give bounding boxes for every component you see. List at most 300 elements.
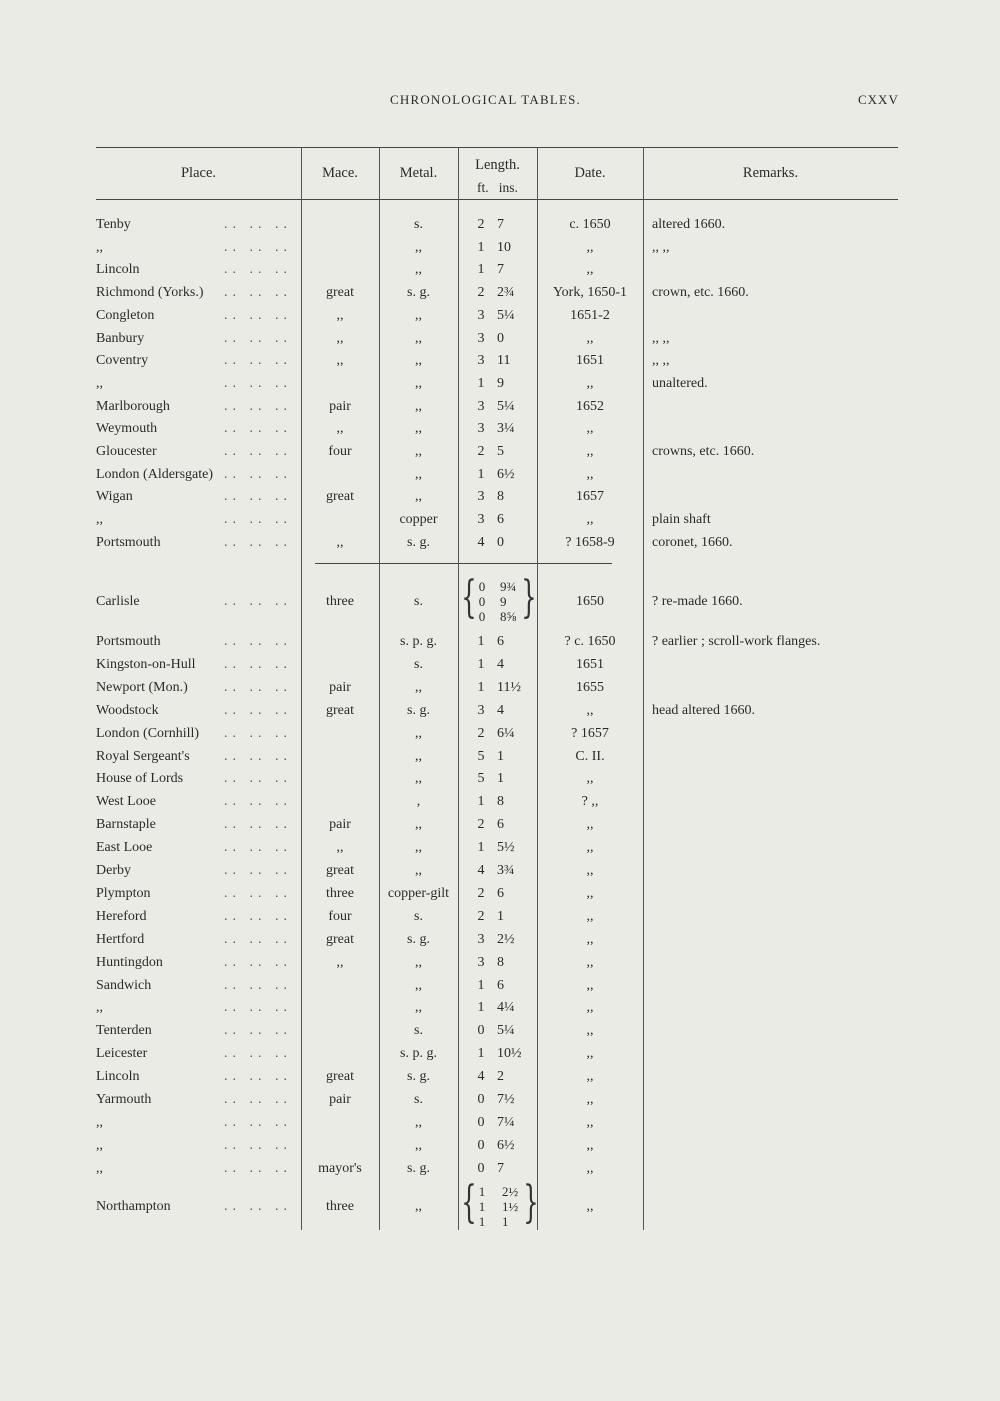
header-date: Date. xyxy=(574,165,606,181)
remarks-cell: unaltered. xyxy=(652,375,708,391)
length-ft-cell: 3 xyxy=(477,307,485,323)
metal-cell: s. g. xyxy=(407,1160,430,1176)
date-cell: ,, xyxy=(586,702,594,718)
leader-dots: .. .. .. xyxy=(223,466,292,482)
place-cell: Wigan xyxy=(96,489,133,505)
date-cell: 1650 xyxy=(576,594,604,609)
header-mace: Mace. xyxy=(322,165,358,181)
place-cell: Congleton xyxy=(96,307,155,323)
date-cell: ,, xyxy=(586,840,594,856)
mace-cell: great xyxy=(326,702,354,718)
length-ins-cell: 1 xyxy=(497,748,504,764)
date-cell: ,, xyxy=(586,1000,594,1016)
length-ft-cell: 2 xyxy=(477,217,485,232)
mace-cell: three xyxy=(326,885,354,901)
date-cell: ,, xyxy=(586,1023,594,1039)
length-ft-cell: 3 xyxy=(477,421,485,437)
length-ins-cell: 6 xyxy=(497,817,504,833)
mace-cell: great xyxy=(326,863,354,878)
length-ins-cell: 6 xyxy=(497,512,504,528)
metal-cell: s. g. xyxy=(407,285,430,301)
metal-cell: s. xyxy=(414,217,423,232)
remarks-cell: ? earlier ; scroll-work flanges. xyxy=(652,634,821,649)
length-ft-cell: 0 xyxy=(477,1023,485,1039)
length-ft-cell: 3 xyxy=(477,398,485,414)
length-ins-cell: 10 xyxy=(497,239,511,255)
leader-dots: .. .. .. xyxy=(224,794,292,810)
place-cell: London (Cornhill) xyxy=(96,725,200,741)
date-cell: ,, xyxy=(586,1199,594,1214)
leader-dots: .. .. .. xyxy=(224,1023,292,1039)
page-number: CXXV xyxy=(858,92,899,107)
length-ft-cell: 3 xyxy=(477,954,485,970)
leader-dots: .. .. .. xyxy=(224,1092,292,1107)
place-cell: Gloucester xyxy=(96,444,157,459)
length-ft-cell: 0 xyxy=(477,1092,485,1107)
mace-cell: ,, xyxy=(336,353,344,369)
date-cell: 1657 xyxy=(576,489,604,505)
metal-cell: ,, xyxy=(415,725,422,741)
length-ins-cell: 1 xyxy=(502,1214,509,1229)
date-cell: ? 1657 xyxy=(571,725,609,741)
length-ins-cell: 1 xyxy=(497,908,504,924)
length-ins-cell: 0 xyxy=(497,534,504,550)
mace-cell: ,, xyxy=(336,330,344,346)
length-ft-cell: 3 xyxy=(477,489,485,505)
left-brace: { xyxy=(461,572,477,623)
place-cell: Marlborough xyxy=(96,398,170,414)
metal-cell: ,, xyxy=(415,262,422,278)
date-cell: 1655 xyxy=(576,679,604,695)
length-ins-cell: 1½ xyxy=(502,1199,519,1214)
length-ins-cell: 9 xyxy=(500,594,507,609)
mace-cell: great xyxy=(326,285,354,301)
length-ft-cell: 3 xyxy=(477,702,485,718)
date-cell: 1651 xyxy=(576,353,604,369)
leader-dots: .. .. .. xyxy=(224,954,292,970)
metal-cell: ,, xyxy=(415,307,422,323)
date-cell: ,, xyxy=(586,1114,594,1130)
length-ft-cell: 3 xyxy=(477,330,485,346)
length-ins-cell: 7¼ xyxy=(497,1114,515,1130)
length-ft-cell: 0 xyxy=(478,594,486,609)
length-ins-cell: 8 xyxy=(497,954,504,970)
metal-cell: ,, xyxy=(415,330,422,346)
metal-cell: ,, xyxy=(415,421,422,437)
date-cell: ,, xyxy=(586,1046,594,1062)
date-cell: ? c. 1650 xyxy=(564,634,616,649)
date-cell: ,, xyxy=(586,466,594,482)
leader-dots: .. .. .. xyxy=(224,330,292,346)
date-cell: ,, xyxy=(586,1069,594,1085)
metal-cell: ,, xyxy=(415,1137,422,1153)
remarks-cell: head altered 1660. xyxy=(652,702,756,718)
place-cell: Woodstock xyxy=(96,702,159,718)
length-ins-cell: 6¼ xyxy=(497,725,515,741)
section-divider-rule xyxy=(315,563,612,564)
place-cell: Plympton xyxy=(96,885,151,901)
place-cell: ,, xyxy=(96,1000,103,1016)
length-ft-cell: 0 xyxy=(477,1160,485,1176)
length-ft-cell: 1 xyxy=(477,656,485,672)
mace-cell: pair xyxy=(329,1092,351,1107)
leader-dots: .. .. .. xyxy=(224,1137,292,1153)
leader-dots: .. .. .. xyxy=(224,512,292,528)
length-ins-cell: 4 xyxy=(497,702,504,718)
length-ins-cell: 9 xyxy=(497,375,504,391)
length-ins-cell: 3¼ xyxy=(497,421,515,437)
leader-dots: .. .. .. xyxy=(223,725,292,741)
metal-cell: copper-gilt xyxy=(387,885,450,901)
place-cell: Derby xyxy=(96,863,131,878)
length-ft-cell: 3 xyxy=(477,512,485,528)
metal-cell: s. g. xyxy=(407,702,430,718)
place-cell: Northampton xyxy=(96,1199,171,1214)
metal-cell: ,, xyxy=(415,239,422,255)
place-cell: Yarmouth xyxy=(96,1092,152,1107)
length-ft-cell: 0 xyxy=(477,1137,485,1153)
date-cell: York, 1650-1 xyxy=(552,285,628,301)
metal-cell: , xyxy=(416,794,421,810)
length-ins-cell: 8⅝ xyxy=(500,609,517,624)
length-ft-cell: 1 xyxy=(477,634,485,649)
metal-cell: copper xyxy=(399,512,438,528)
place-cell: ,, xyxy=(96,1114,103,1130)
column-rule-5 xyxy=(643,147,644,1230)
place-cell: Portsmouth xyxy=(96,534,161,550)
date-cell: ,, xyxy=(586,444,594,459)
mace-cell: pair xyxy=(329,817,351,833)
length-ins-cell: 0 xyxy=(497,330,504,346)
length-ft-cell: 1 xyxy=(478,1214,486,1229)
length-ft-cell: 0 xyxy=(477,1114,485,1130)
length-ins-cell: 9¾ xyxy=(500,579,517,594)
date-cell: ,, xyxy=(586,885,594,901)
mace-cell: pair xyxy=(329,398,351,414)
leader-dots: .. .. .. xyxy=(224,444,292,459)
date-cell: ,, xyxy=(586,375,594,391)
mace-cell: three xyxy=(326,594,354,609)
length-ins-cell: 11½ xyxy=(497,679,521,695)
date-cell: ,, xyxy=(586,512,594,528)
place-cell: Lincoln xyxy=(96,1069,140,1085)
leader-dots: .. .. .. xyxy=(224,885,292,901)
place-cell: Portsmouth xyxy=(96,634,161,649)
length-ins-cell: 8 xyxy=(497,489,504,505)
place-cell: Richmond (Yorks.) xyxy=(96,285,204,301)
metal-cell: ,, xyxy=(415,954,422,970)
metal-cell: ,, xyxy=(415,489,422,505)
mace-cell: four xyxy=(328,908,352,924)
place-cell: Hertford xyxy=(96,931,145,947)
leader-dots: .. .. .. xyxy=(224,1160,292,1176)
remarks-cell: plain shaft xyxy=(652,512,711,528)
length-ft-cell: 4 xyxy=(477,534,485,550)
length-ins-cell: 6 xyxy=(497,634,504,649)
leader-dots: .. .. .. xyxy=(224,353,292,369)
leader-dots: .. .. .. xyxy=(224,702,292,718)
date-cell: C. II. xyxy=(575,748,605,764)
leader-dots: .. .. .. xyxy=(223,679,292,695)
remarks-cell: ,, ,, xyxy=(652,239,670,255)
running-title: CHRONOLOGICAL TABLES. xyxy=(390,92,581,107)
place-cell: ,, xyxy=(96,375,103,391)
mace-cell: ,, xyxy=(336,307,344,323)
leader-dots: .. .. .. xyxy=(224,634,292,649)
leader-dots: .. .. .. xyxy=(224,1046,292,1062)
leader-dots: .. .. .. xyxy=(224,307,292,323)
metal-cell: ,, xyxy=(415,444,422,459)
length-ft-cell: 3 xyxy=(477,353,485,369)
remarks-cell: ,, ,, xyxy=(652,330,670,346)
length-ins-cell: 1 xyxy=(497,771,504,787)
leader-dots: .. .. .. xyxy=(224,239,292,255)
leader-dots: .. .. .. xyxy=(224,1199,292,1214)
place-cell: London (Aldersgate) xyxy=(96,466,214,482)
place-cell: Newport (Mon.) xyxy=(96,679,188,695)
header-remarks: Remarks. xyxy=(742,165,799,181)
leader-dots: .. .. .. xyxy=(224,1069,292,1085)
right-brace: } xyxy=(523,1177,539,1228)
remarks-cell: altered 1660. xyxy=(652,217,726,232)
length-ins-cell: 7 xyxy=(497,262,504,278)
length-ft-cell: 1 xyxy=(477,840,485,856)
length-ft-cell: 1 xyxy=(477,375,485,391)
length-ins-cell: 7 xyxy=(497,217,504,232)
leader-dots: .. .. .. xyxy=(224,534,292,550)
mace-cell: ,, xyxy=(336,954,344,970)
length-ft-cell: 1 xyxy=(478,1184,486,1199)
leader-dots: .. .. .. xyxy=(224,1000,292,1016)
length-ft-cell: 0 xyxy=(478,579,486,594)
length-ins-cell: 6 xyxy=(497,977,504,993)
metal-cell: ,, xyxy=(415,817,422,833)
place-cell: West Looe xyxy=(96,794,156,810)
leader-dots: .. .. .. xyxy=(224,217,292,232)
length-ins-cell: 5¼ xyxy=(497,307,515,323)
metal-cell: s. xyxy=(414,908,423,924)
length-ft-cell: 1 xyxy=(477,262,485,278)
metal-cell: s. xyxy=(414,1023,423,1039)
remarks-cell: ,, ,, xyxy=(652,353,670,369)
length-ins-cell: 2½ xyxy=(502,1184,519,1199)
remarks-cell: crown, etc. 1660. xyxy=(652,285,749,301)
length-ins-cell: 4 xyxy=(497,656,504,672)
length-ins-cell: 5¼ xyxy=(497,398,515,414)
date-cell: ? ,, xyxy=(581,794,599,810)
length-ft-cell: 1 xyxy=(477,794,485,810)
place-cell: Lincoln xyxy=(96,262,140,278)
leader-dots: .. .. .. xyxy=(224,817,292,833)
remarks-cell: crowns, etc. 1660. xyxy=(652,444,755,459)
length-ft-cell: 3 xyxy=(477,931,485,947)
metal-cell: ,, xyxy=(415,1199,422,1214)
place-cell: Huntingdon xyxy=(96,954,163,970)
leader-dots: .. .. .. xyxy=(224,931,292,947)
leader-dots: .. .. .. xyxy=(224,398,292,414)
date-cell: ,, xyxy=(586,817,594,833)
metal-cell: ,, xyxy=(415,771,422,787)
length-ft-cell: 4 xyxy=(477,1069,485,1085)
length-ft-cell: 2 xyxy=(477,817,485,833)
length-ft-cell: 1 xyxy=(477,466,485,482)
length-ins-cell: 8 xyxy=(497,794,504,810)
date-cell: ,, xyxy=(586,1137,594,1153)
place-cell: ,, xyxy=(96,239,103,255)
metal-cell: ,, xyxy=(415,840,422,856)
metal-cell: ,, xyxy=(415,863,422,878)
date-cell: ,, xyxy=(586,1092,594,1107)
mace-cell: four xyxy=(328,444,352,459)
date-cell: ,, xyxy=(586,908,594,924)
metal-cell: ,, xyxy=(415,353,422,369)
metal-cell: s. xyxy=(414,656,423,672)
date-cell: ,, xyxy=(586,977,594,993)
length-ins-cell: 7 xyxy=(497,1160,504,1176)
place-cell: Banbury xyxy=(96,330,145,346)
length-ft-cell: 2 xyxy=(477,444,485,459)
metal-cell: ,, xyxy=(415,977,422,993)
remarks-cell: ? re-made 1660. xyxy=(652,594,743,609)
leader-dots: .. .. .. xyxy=(224,1114,292,1130)
length-ft-cell: 2 xyxy=(477,285,485,301)
leader-dots: .. .. .. xyxy=(224,421,292,437)
header-place: Place. xyxy=(180,165,217,181)
place-cell: Hereford xyxy=(96,908,147,924)
mace-cell: great xyxy=(326,489,354,505)
metal-cell: ,, xyxy=(415,748,422,764)
metal-cell: s. p. g. xyxy=(400,1046,437,1062)
length-ft-cell: 1 xyxy=(477,1046,485,1062)
date-cell: c. 1650 xyxy=(569,217,611,232)
length-ins-cell: 6½ xyxy=(497,1137,515,1153)
length-ins-cell: 5¼ xyxy=(497,1023,515,1039)
length-ft-cell: 0 xyxy=(478,609,486,624)
mace-cell: three xyxy=(326,1199,354,1214)
leader-dots: .. .. .. xyxy=(224,977,292,993)
mace-cell: ,, xyxy=(336,534,344,550)
header-length: Length. xyxy=(475,157,520,173)
mace-cell: ,, xyxy=(336,421,344,437)
mace-cell: great xyxy=(326,1069,354,1085)
length-ins-cell: 10½ xyxy=(497,1046,522,1062)
length-ins-cell: 2¾ xyxy=(497,285,515,301)
date-cell: ,, xyxy=(586,262,594,278)
place-cell: East Looe xyxy=(96,840,153,856)
length-ins-cell: 6½ xyxy=(497,466,515,482)
length-ft-cell: 1 xyxy=(477,679,485,695)
header-metal: Metal. xyxy=(399,165,438,181)
date-cell: ,, xyxy=(586,239,594,255)
leader-dots: .. .. .. xyxy=(223,285,292,301)
place-cell: Tenby xyxy=(96,217,131,232)
place-cell: Coventry xyxy=(96,353,149,369)
place-cell: ,, xyxy=(96,512,103,528)
metal-cell: s. p. g. xyxy=(400,634,437,649)
place-cell: Barnstaple xyxy=(96,817,156,833)
length-ins-cell: 11 xyxy=(497,353,511,369)
date-cell: ,, xyxy=(586,863,594,878)
left-brace: { xyxy=(461,1177,477,1228)
length-ins-cell: 5 xyxy=(497,444,504,459)
length-ins-cell: 2 xyxy=(497,1069,504,1085)
place-cell: Carlisle xyxy=(96,594,140,609)
length-ft-cell: 5 xyxy=(477,748,485,764)
length-ft-cell: 1 xyxy=(477,977,485,993)
leader-dots: .. .. .. xyxy=(223,656,292,672)
leader-dots: .. .. .. xyxy=(224,908,292,924)
metal-cell: s. g. xyxy=(407,534,430,550)
leader-dots: .. .. .. xyxy=(223,748,292,764)
length-ft-cell: 5 xyxy=(477,771,485,787)
length-ft-cell: 1 xyxy=(478,1199,486,1214)
mace-cell: ,, xyxy=(336,840,344,856)
right-brace: } xyxy=(521,572,537,623)
date-cell: ,, xyxy=(586,954,594,970)
length-ft-cell: 1 xyxy=(477,239,485,255)
remarks-cell: coronet, 1660. xyxy=(652,534,733,550)
date-cell: ? 1658-9 xyxy=(565,534,615,550)
length-ft-cell: 1 xyxy=(477,1000,485,1016)
date-cell: ,, xyxy=(586,1160,594,1176)
leader-dots: .. .. .. xyxy=(223,771,292,787)
length-ins-cell: 3¾ xyxy=(497,863,515,878)
place-cell: Kingston-on-Hull xyxy=(96,656,196,672)
leader-dots: .. .. .. xyxy=(224,489,292,505)
date-cell: ,, xyxy=(586,931,594,947)
place-cell: Weymouth xyxy=(96,421,158,437)
date-cell: ,, xyxy=(586,330,594,346)
date-cell: 1652 xyxy=(576,398,604,414)
metal-cell: s. xyxy=(414,1092,423,1107)
place-cell: ,, xyxy=(96,1160,103,1176)
date-cell: ,, xyxy=(586,421,594,437)
length-ft-cell: 4 xyxy=(477,863,485,878)
place-cell: Leicester xyxy=(96,1046,148,1062)
mace-cell: mayor's xyxy=(318,1160,362,1176)
date-cell: 1651-2 xyxy=(570,307,610,323)
place-cell: Royal Sergeant's xyxy=(96,748,190,764)
length-ins-cell: 7½ xyxy=(497,1092,515,1107)
length-ins-cell: 4¼ xyxy=(497,1000,515,1016)
place-cell: Tenterden xyxy=(96,1023,152,1039)
metal-cell: ,, xyxy=(415,1114,422,1130)
metal-cell: ,, xyxy=(415,1000,422,1016)
place-cell: Sandwich xyxy=(96,977,152,993)
metal-cell: ,, xyxy=(415,679,422,695)
table-top-rule xyxy=(96,147,898,148)
length-ins-cell: 5½ xyxy=(497,840,515,856)
metal-cell: s. g. xyxy=(407,1069,430,1085)
date-cell: 1651 xyxy=(576,656,604,672)
length-ft-cell: 2 xyxy=(477,908,485,924)
leader-dots: .. .. .. xyxy=(224,863,292,878)
leader-dots: .. .. .. xyxy=(224,262,292,278)
length-ft-cell: 2 xyxy=(477,885,485,901)
header-length-units: ft. ins. xyxy=(477,180,518,195)
length-ft-cell: 2 xyxy=(477,725,485,741)
leader-dots: .. .. .. xyxy=(224,594,292,609)
column-rule-3 xyxy=(458,147,459,1230)
header-bottom-rule xyxy=(96,199,898,200)
metal-cell: ,, xyxy=(415,375,422,391)
metal-cell: s. g. xyxy=(407,931,430,947)
metal-cell: ,, xyxy=(415,466,422,482)
place-cell: ,, xyxy=(96,1137,103,1153)
length-ins-cell: 2½ xyxy=(497,931,515,947)
mace-cell: pair xyxy=(329,679,351,695)
metal-cell: s. xyxy=(414,594,423,609)
